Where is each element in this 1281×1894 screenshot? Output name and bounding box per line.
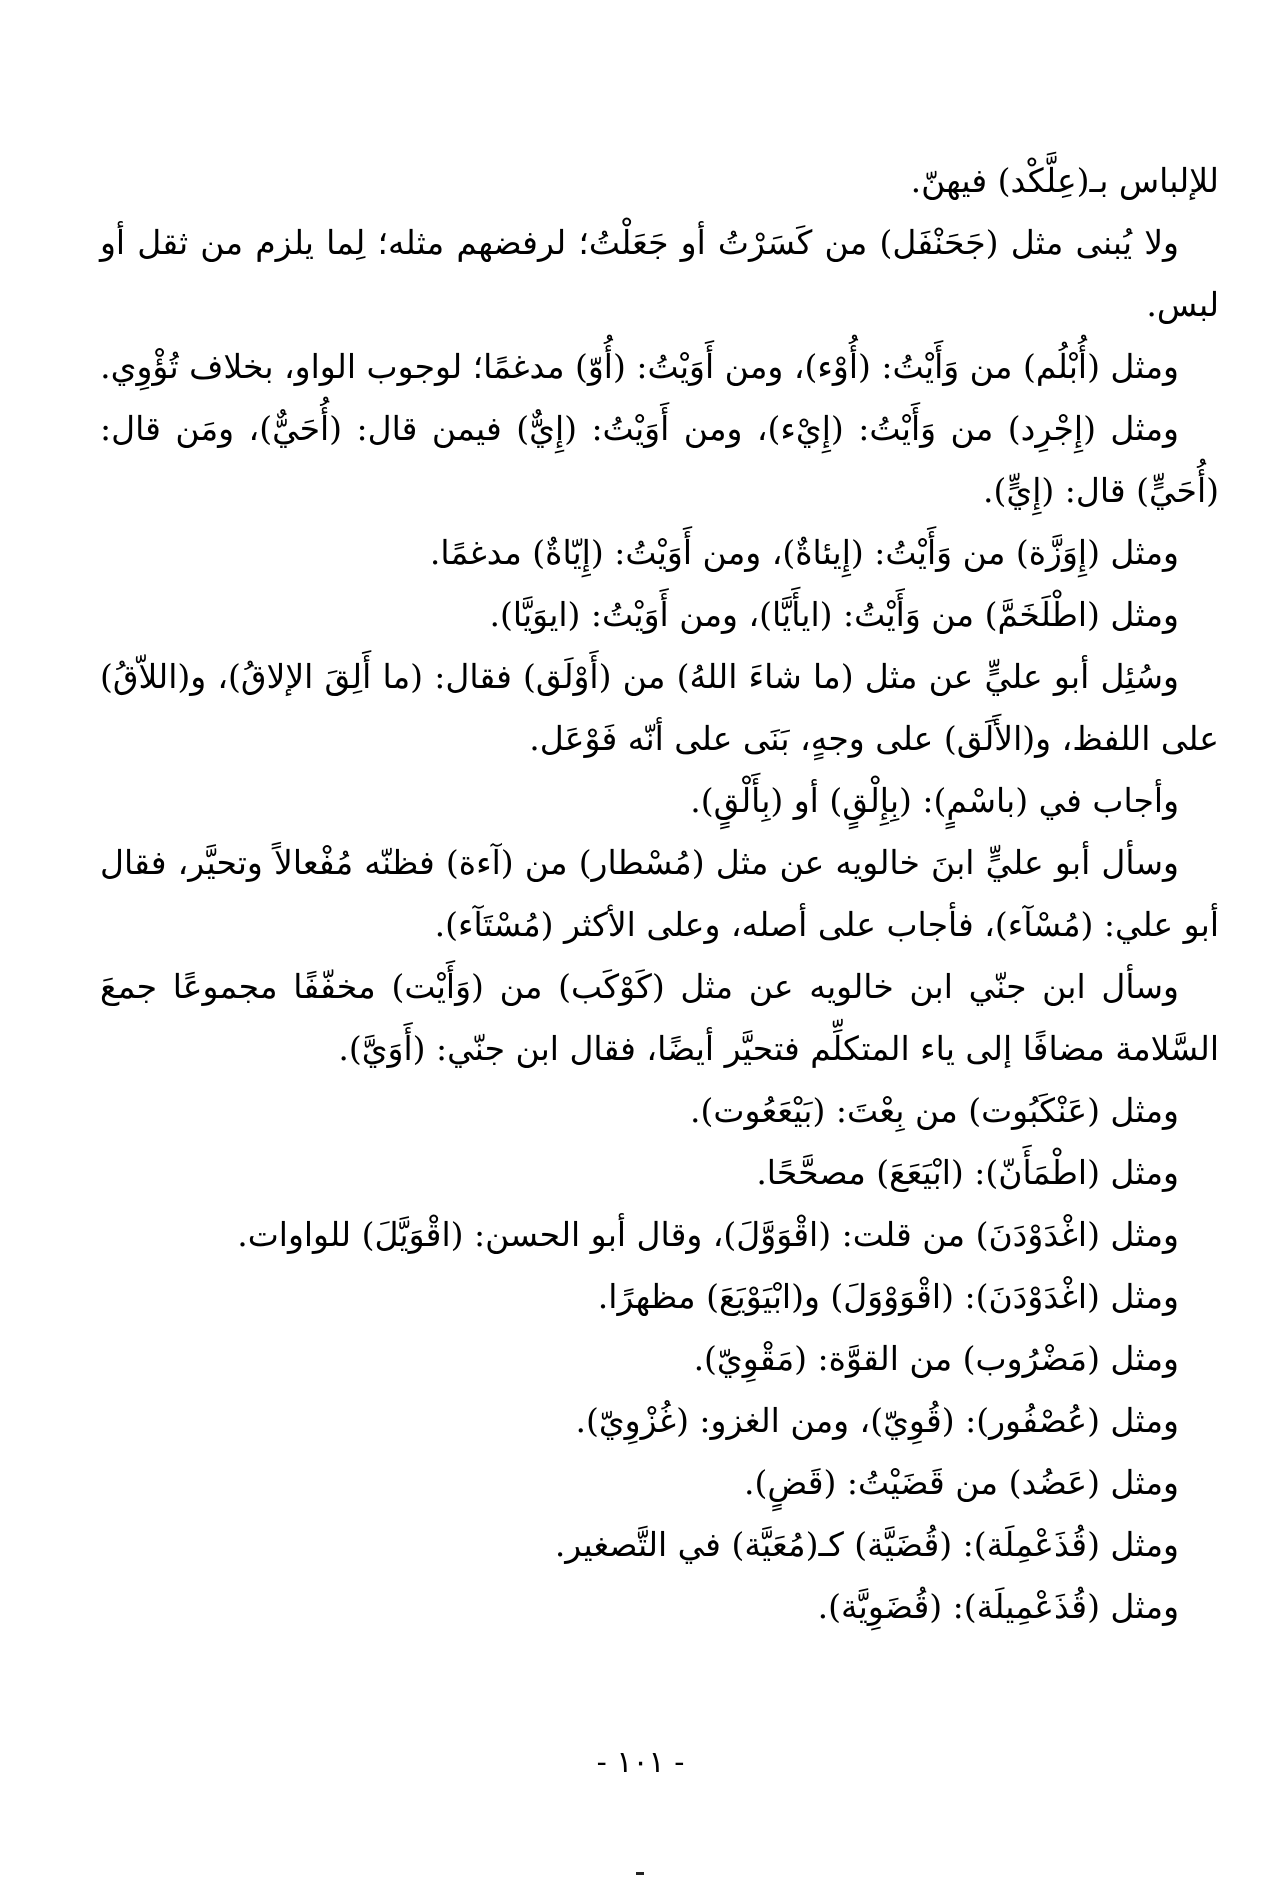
paragraph: للإلباس بـ(عِلَّكْد) فيهنّ. xyxy=(910,161,1219,200)
paragraph: ومثل (عَنْكَبُوت) من بِعْتَ: (بَيْعَعُوت). xyxy=(690,1091,1179,1130)
paragraph: ومثل (قُذَعْمِلَة): (قُضَيَّة) كـ(مُعَيَّة) في التَّصغير. xyxy=(554,1525,1179,1564)
paragraph: ومثل (إِجْرِد) من وَأَيْتُ: (إِيْء)، ومن أَوَيْتُ: (إِيٌّ) فيمن قال: (أُحَيٌّ)، ومَن قال: (أُحَيٍّ) قال: (إِيٍّ). xyxy=(100,409,1219,510)
paragraph: وأجاب في (باسْمٍ): (بِإِلْقٍ) أو (بِأَلْقٍ). xyxy=(690,781,1179,820)
paragraph: ولا يُبنى مثل (جَحَنْفَل) من كَسَرْتُ أو جَعَلْتُ؛ لرفضهم مثله؛ لِما يلزم من ثقل أو لبس. xyxy=(100,223,1219,324)
page-number: - ١٠١ - xyxy=(596,1745,685,1780)
paragraph: ومثل (مَضْرُوب) من القوَّة: (مَقْوِيّ). xyxy=(693,1339,1179,1378)
paragraph: ومثل (اغْدَوْدَنَ) من قلت: (اقْوَوَّلَ)، وقال أبو الحسن: (اقْوَيَّلَ) للواوات. xyxy=(237,1215,1179,1254)
paragraph: ومثل (إِوَزَّة) من وَأَيْتُ: (إِيئاةٌ)، ومن أَوَيْتُ: (إِيّاةٌ) مدغمًا. xyxy=(429,533,1179,572)
paragraph: ومثل (أُبْلُم) من وَأَيْتُ: (أُوْء)، ومن أَوَيْتُ: (أُوّ) مدغمًا؛ لوجوب الواو، بخلاف تُؤْوِي. xyxy=(100,347,1179,386)
paragraph: ومثل (قُذَعْمِيلَة): (قُضَوِيَّة). xyxy=(817,1587,1179,1626)
paragraph: وسأل أبو عليٍّ ابنَ خالويه عن مثل (مُسْطار) من (آءة) فظنّه مُفْعالاً وتحيَّر، فقال أبو علي: (مُسْآء)، فأجاب على أصله، وعلى الأكثر (مُسْتَآء). xyxy=(100,843,1219,944)
paragraph: ومثل (عُصْفُور): (قُوِيّ)، ومن الغزو: (غُزْوِيّ). xyxy=(575,1401,1179,1440)
paragraph: ومثل (اطْمَأَنّ): (ابْيَعَعَ) مصحَّحًا. xyxy=(756,1153,1179,1192)
paragraph: وسُئِل أبو عليٍّ عن مثل (ما شاءَ اللهُ) من (أَوْلَق) فقال: (ما أَلِقَ الإلاقُ)، و(اللاّقُ) على اللفظ، و(الأَلَق) على وجهٍ، بَنَى على أنّه فَوْعَل. xyxy=(100,657,1219,758)
body-text xyxy=(100,150,1219,1638)
scan-artifact xyxy=(636,1872,644,1875)
paragraph: ومثل (اغْدَوْدَنَ): (اقْوَوْوَلَ) و(ابْيَوْيَعَ) مظهرًا. xyxy=(597,1277,1179,1316)
paragraph: ومثل (عَضُد) من قَضَيْتُ: (قَضٍ). xyxy=(743,1463,1179,1502)
paragraph: ومثل (اطْلَخَمَّ) من وَأَيْتُ: (ايأَيَّا)، ومن أَوَيْتُ: (ايوَيَّا). xyxy=(489,595,1179,634)
paragraph: وسأل ابن جنّي ابن خالويه عن مثل (كَوْكَب) من (وَأَيْت) مخفّفًا مجموعًا جمعَ السَّلامة مضافًا إلى ياء المتكلِّم فتحيَّر أيضًا، فقال ابن جنّي: (أَوَيَّ). xyxy=(100,967,1219,1068)
